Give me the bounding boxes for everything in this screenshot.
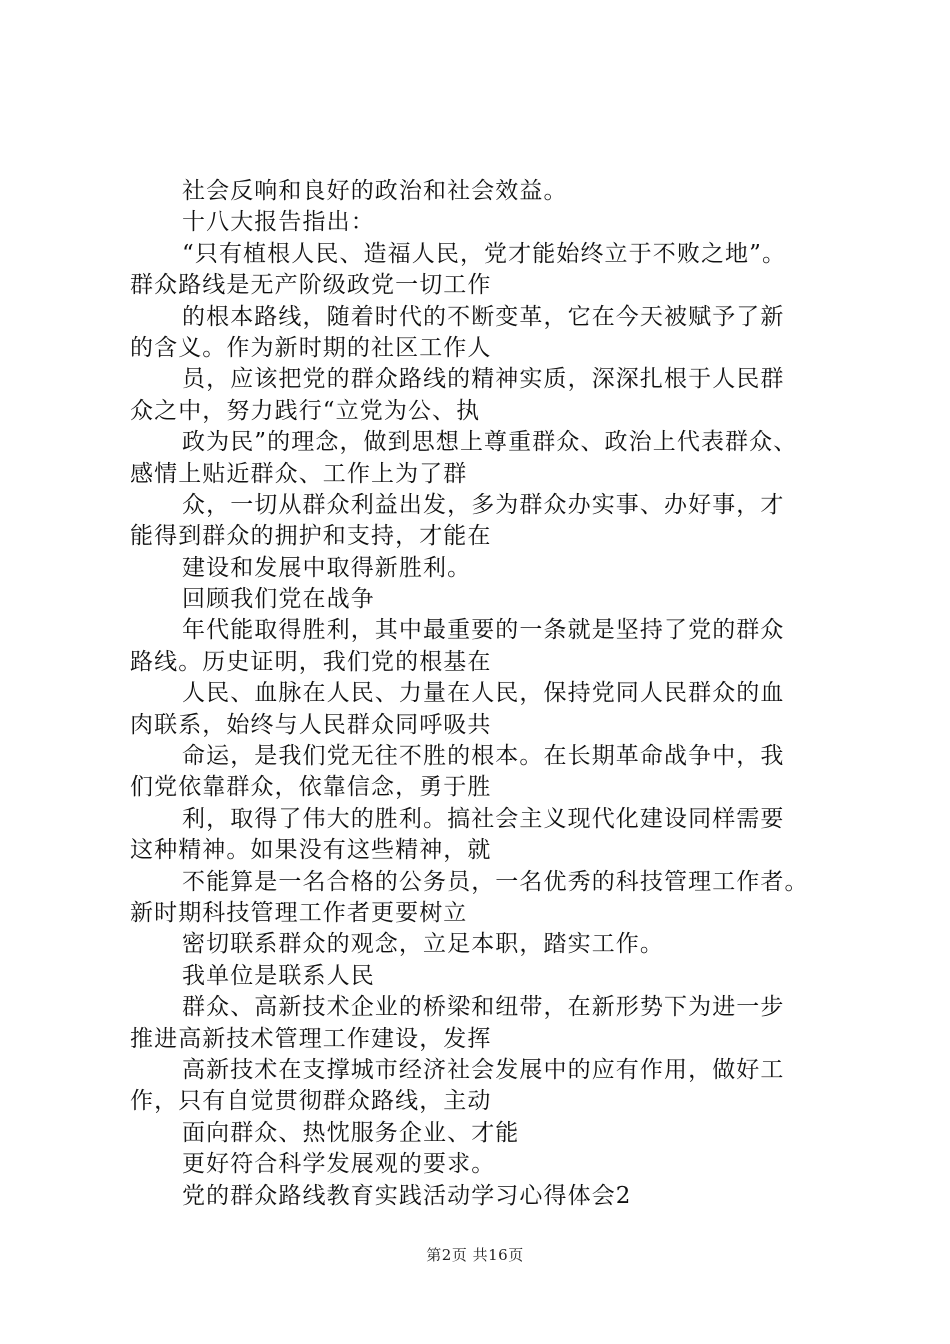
text-line: 命运，是我们党无往不胜的根本。在长期革命战争中，我: [182, 743, 785, 770]
text-line: 的含义。作为新时期的社区工作人: [130, 334, 492, 361]
text-line: 的根本路线，随着时代的不断变革，它在今天被赋予了新: [182, 303, 785, 330]
text-line: 党的群众路线教育实践活动学习心得体会2: [182, 1182, 632, 1209]
text-line: 员，应该把党的群众路线的精神实质，深深扎根于人民群: [182, 366, 785, 393]
text-line: 群众、高新技术企业的桥梁和纽带，在新形势下为进一步: [182, 994, 785, 1021]
text-line: 感情上贴近群众、工作上为了群: [130, 460, 468, 487]
text-line: 路线。历史证明，我们党的根基在: [130, 648, 492, 675]
text-line: 推进高新技术管理工作建设，发挥: [130, 1025, 492, 1052]
text-line: 我单位是联系人民: [182, 962, 375, 989]
text-line: 利，取得了伟大的胜利。搞社会主义现代化建设同样需要: [182, 805, 785, 832]
text-line: 面向群众、热忱服务企业、才能: [182, 1119, 520, 1146]
text-line: 年代能取得胜利，其中最重要的一条就是坚持了党的群众: [182, 617, 785, 644]
text-line: “只有植根人民、造福人民，党才能始终立于不败之地”。: [182, 240, 787, 267]
text-line: 回顾我们党在战争: [182, 586, 375, 613]
text-line: 密切联系群众的观念，立足本职，踏实工作。: [182, 931, 664, 958]
text-line: 不能算是一名合格的公务员，一名优秀的科技管理工作者。: [182, 868, 809, 895]
text-line: 政为民”的理念，做到思想上尊重群众、政治上代表群众、: [182, 429, 798, 456]
text-line: 众之中，努力践行“立党为公、执: [130, 397, 481, 424]
page-footer: 第2页 共16页: [426, 1246, 524, 1264]
text-line: 这种精神。如果没有这些精神，就: [130, 837, 492, 864]
text-line: 肉联系，始终与人民群众同呼吸共: [130, 711, 492, 738]
text-line: 十八大报告指出：: [182, 209, 375, 236]
text-line: 建设和发展中取得新胜利。: [182, 554, 472, 581]
text-line: 能得到群众的拥护和支持，才能在: [130, 523, 492, 550]
text-line: 更好符合科学发展观的要求。: [182, 1151, 496, 1178]
text-line: 众，一切从群众利益出发，多为群众办实事、办好事，才: [182, 491, 785, 518]
text-line: 们党依靠群众，依靠信念，勇于胜: [130, 774, 492, 801]
text-line: 新时期科技管理工作者更要树立: [130, 899, 468, 926]
text-line: 群众路线是无产阶级政党一切工作: [130, 272, 492, 299]
text-line: 社会反响和良好的政治和社会效益。: [182, 178, 568, 204]
document-body: [130, 176, 890, 1212]
text-line: 作，只有自觉贯彻群众路线，主动: [130, 1088, 492, 1115]
text-line: 高新技术在支撑城市经济社会发展中的应有作用，做好工: [182, 1056, 785, 1083]
text-line: 人民、血脉在人民、力量在人民，保持党同人民群众的血: [182, 680, 785, 707]
